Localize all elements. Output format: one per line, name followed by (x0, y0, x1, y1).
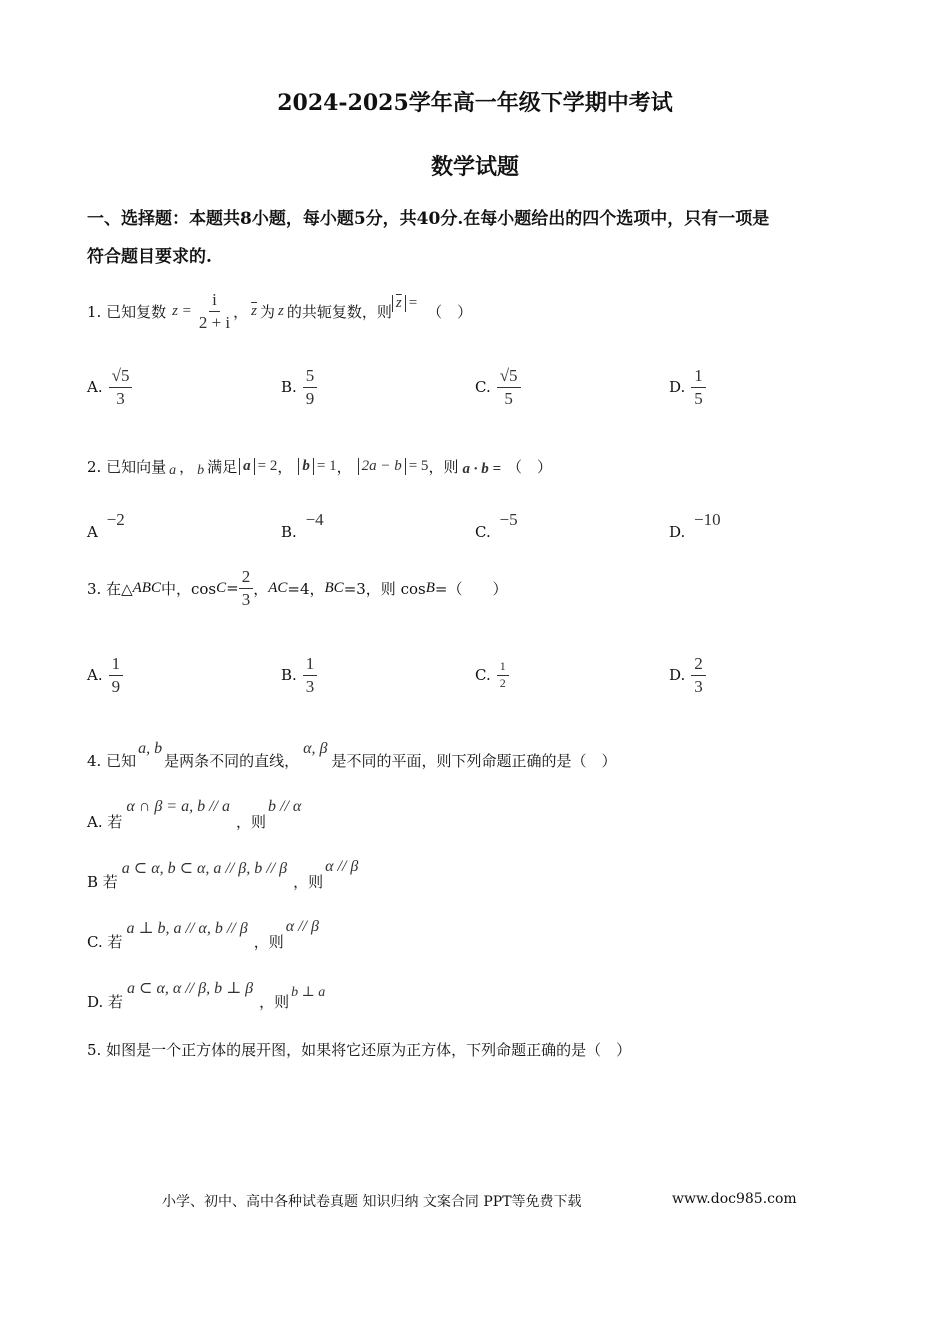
q4-option-c-concl: α // β (285, 918, 319, 935)
q1-option-d[interactable] (669, 366, 706, 408)
q2-option-a-label: A (87, 523, 98, 541)
q2-option-c[interactable] (475, 510, 518, 541)
q1-fraction (196, 290, 233, 332)
q1-prefix: 1. 已知复数 (87, 302, 167, 321)
footer-text: 小学、初中、高中各种试卷真题 知识归纳 文案合同 PPT等免费下载 (162, 1194, 582, 1210)
q3-side-ac: AC (268, 579, 288, 596)
q4-option-b-then: ，则 (293, 873, 324, 891)
q2-option-b[interactable] (281, 510, 324, 541)
exam-title: 2024-2025学年高一年级下学期中考试 (277, 90, 673, 116)
q3-option-a-label: A. (87, 666, 103, 685)
q4-option-d-label: D. 若 (87, 993, 124, 1011)
q1-option-c-label: C. (475, 378, 491, 397)
q2-option-a-value: −2 (106, 510, 125, 529)
q4-option-b-cond: a ⊂ α, b ⊂ α, a // β, b // β (121, 860, 288, 877)
section-heading-line1: 一、选择题：本题共8小题，每小题5分，共40分.在每小题给出的四个选项中，只有一项是 (87, 209, 770, 229)
q4-lines-ab: a, b (138, 740, 163, 757)
q3-prefix: 3. 在△ (87, 579, 133, 598)
q1-fraction-num: i (209, 290, 220, 312)
q2-cond3-rhs: = 5 (408, 458, 429, 474)
q1-z: z (278, 302, 284, 319)
q3-paren: =（ ） (434, 579, 508, 598)
q1-option-b-frac (303, 366, 318, 408)
question-4 (87, 740, 617, 771)
q3-option-d-frac (691, 654, 706, 696)
q3-angle-c: C (216, 579, 227, 596)
q2-option-b-label: B. (281, 523, 297, 541)
q4-option-d[interactable] (87, 978, 325, 1012)
q1-fraction-den: 2 + i (198, 312, 231, 332)
q4-text-planes: 是不同的平面，则下列命题正确的是（ ） (331, 752, 617, 770)
q3-option-d-num: 2 (691, 654, 706, 676)
question-5: 5. 如图是一个正方体的展开图，如果将它还原为正方体，下列命题正确的是（ ） (87, 1041, 632, 1059)
q1-paren: （ ） (427, 302, 473, 321)
q4-prefix: 4. 已知 (87, 752, 137, 770)
q3-option-c-label: C. (475, 666, 491, 685)
q3-text-cos: 中，cos (160, 579, 217, 598)
q1-option-c-den: 5 (504, 388, 513, 408)
q1-abs-zbar: $\overline{z}$ (392, 295, 406, 312)
q2-vec-a: a (169, 462, 177, 478)
q4-text-lines: 是两条不同的直线， (164, 752, 300, 770)
question-3 (87, 567, 507, 609)
q4-option-b-concl: α // β (325, 858, 359, 875)
q2-dot-product: a · b = (462, 461, 502, 477)
q4-option-b[interactable] (87, 858, 358, 892)
q4-option-a-cond: α ∩ β = a, b // a (126, 798, 230, 815)
q3-option-b-den: 3 (305, 676, 315, 696)
q4-option-d-then: ，则 (259, 993, 290, 1011)
q3-sep1: ， (253, 579, 269, 598)
q2-comma1: ， (179, 458, 195, 476)
q4-option-d-cond: a ⊂ α, α // β, b ⊥ β (127, 980, 254, 997)
q2-prefix: 2. 已知向量 (87, 458, 167, 476)
q3-option-c-num: 1 (497, 660, 509, 676)
q1-option-d-den: 5 (694, 388, 703, 408)
q2-cond3: 2a − b (358, 458, 406, 475)
q1-option-a[interactable] (87, 366, 132, 408)
q3-option-a-den: 9 (111, 676, 121, 696)
q3-angle-b: B (425, 579, 435, 596)
q2-vec-b: b (197, 462, 205, 478)
q4-option-c-then: ，则 (253, 933, 284, 951)
q2-option-d[interactable] (669, 510, 721, 541)
footer-url[interactable]: www.doc985.com (672, 1191, 797, 1207)
q1-sep1: ， (233, 302, 249, 321)
q2-comma2: ， (277, 458, 293, 476)
q1-z-lhs: z = (172, 302, 192, 319)
q2-cond2: b (298, 458, 314, 475)
q1-option-a-frac (109, 366, 133, 408)
q2-option-a[interactable] (87, 510, 125, 541)
q4-option-c-cond: a ⊥ b, a // α, b // β (126, 920, 248, 937)
q3-option-b-num: 1 (303, 654, 318, 676)
q3-ac-value: =4， (287, 579, 325, 598)
q2-cond1-rhs: = 2 (257, 458, 278, 474)
q1-option-c-num: √5 (497, 366, 521, 388)
q3-option-a-num: 1 (109, 654, 124, 676)
q3-option-c-den: 2 (499, 675, 506, 690)
q1-option-d-label: D. (669, 378, 686, 397)
q1-eq: = (408, 294, 418, 311)
q1-option-a-label: A. (87, 378, 103, 397)
q2-cond2-rhs: = 1 (316, 458, 337, 474)
q1-option-c-frac (497, 366, 521, 408)
q3-option-d[interactable] (669, 654, 706, 696)
q3-triangle-abc: ABC (132, 579, 161, 596)
q4-option-c[interactable] (87, 918, 319, 952)
q3-option-a[interactable] (87, 654, 123, 696)
question-2 (87, 456, 552, 477)
q2-option-c-value: −5 (499, 510, 518, 529)
q1-option-b-num: 5 (303, 366, 318, 388)
q2-cond1: a (239, 458, 255, 475)
exam-subtitle: 数学试题 (430, 154, 519, 180)
q1-option-a-num: √5 (109, 366, 133, 388)
q4-option-d-concl: b ⊥ a (291, 985, 326, 1000)
q3-option-a-frac (109, 654, 124, 696)
q3-option-d-den: 3 (694, 676, 703, 696)
q3-fraction (239, 567, 254, 609)
q4-option-a[interactable] (87, 798, 301, 832)
q4-planes: α, β (303, 740, 328, 757)
q2-paren: （ ） (507, 458, 553, 476)
q1-zbar: $\overline{z}$ (251, 302, 257, 319)
q3-bc-value: =3，则 cos (343, 579, 426, 598)
q2-text-satisfy: 满足 (207, 458, 238, 476)
q4-option-a-then: ，则 (235, 813, 266, 831)
q3-fraction-num: 2 (239, 567, 254, 589)
q3-option-d-label: D. (669, 666, 686, 685)
q3-side-bc: BC (324, 579, 344, 596)
q1-option-b-label: B. (281, 378, 297, 397)
section-heading-line2: 符合题目要求的. (87, 247, 212, 267)
q3-option-b-frac (303, 654, 318, 696)
q1-option-b[interactable] (281, 366, 317, 408)
q2-option-d-value: −10 (694, 510, 721, 529)
q3-option-b[interactable] (281, 654, 317, 696)
q3-eq: = (226, 579, 239, 598)
q4-option-c-label: C. 若 (87, 933, 123, 951)
q1-text-conj: 的共轭复数，则 (286, 302, 392, 321)
q2-option-b-value: −4 (305, 510, 324, 529)
q1-option-c[interactable] (475, 366, 521, 408)
question-1 (87, 290, 472, 332)
q1-option-d-frac (691, 366, 706, 408)
q3-option-b-label: B. (281, 666, 297, 685)
q3-option-c-frac (497, 660, 509, 691)
q3-fraction-den: 3 (241, 589, 251, 609)
q2-text-then: ，则 (428, 458, 459, 476)
q4-option-b-label: B 若 (87, 873, 118, 891)
q2-comma3: ， (336, 458, 352, 476)
q4-option-a-concl: b // α (268, 798, 302, 815)
q2-option-d-label: D. (669, 523, 686, 541)
q1-text-wei: 为 (259, 302, 275, 321)
q1-option-d-num: 1 (691, 366, 706, 388)
q3-option-c[interactable] (475, 660, 509, 691)
q1-option-b-den: 9 (305, 388, 315, 408)
q2-option-c-label: C. (475, 523, 491, 541)
q1-option-a-den: 3 (116, 388, 125, 408)
q4-option-a-label: A. 若 (87, 813, 123, 831)
